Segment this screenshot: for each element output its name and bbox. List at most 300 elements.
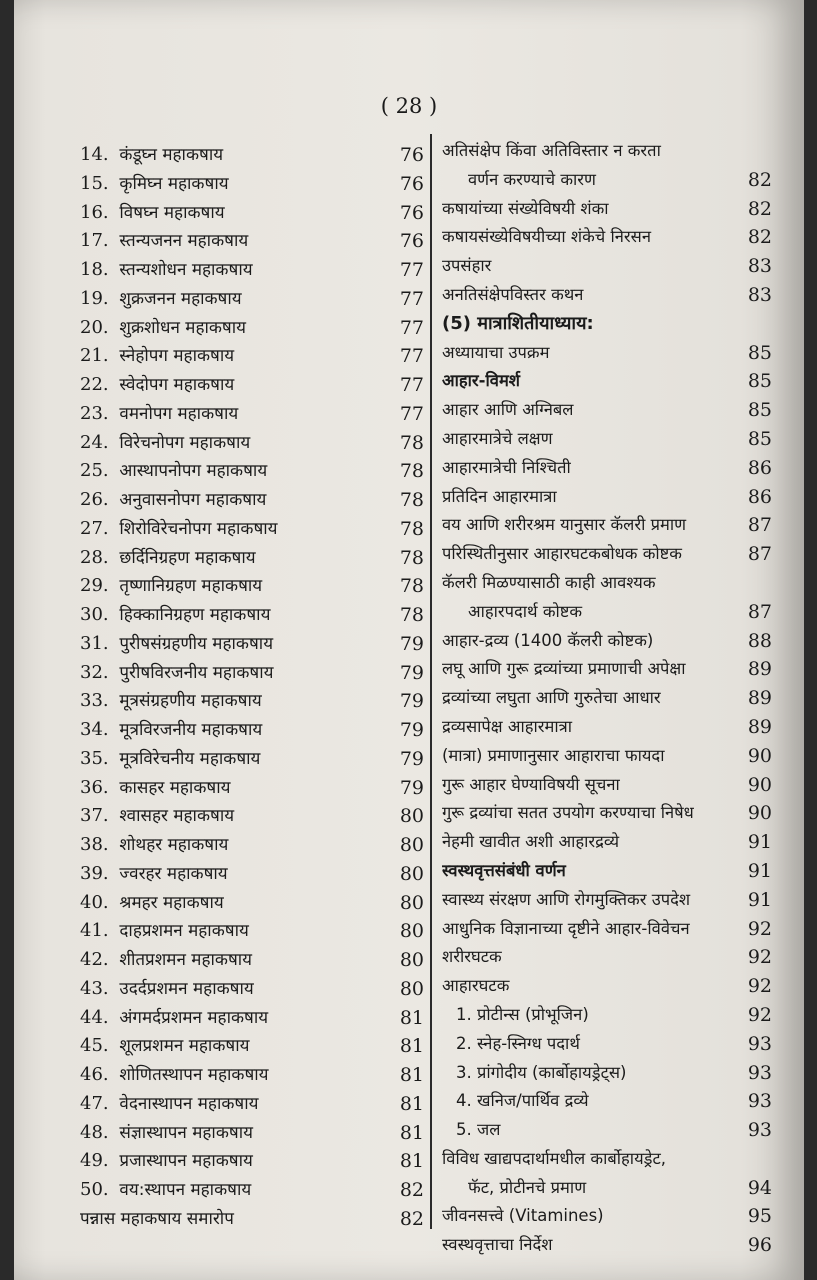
entry-number: 44. bbox=[80, 1006, 109, 1028]
entry-title: ज्वरहर महाकषाय bbox=[119, 863, 228, 884]
entry-title: हिक्कानिग्रहण महाकषाय bbox=[119, 605, 271, 625]
entry-page-number: 93 bbox=[747, 1032, 772, 1055]
entry-title: द्रव्यांच्या लघुता आणि गुरुतेचा आधार bbox=[442, 688, 661, 708]
toc-entry bbox=[442, 1231, 772, 1260]
entry-number: 42. bbox=[80, 949, 109, 970]
entry-title: मूत्रसंग्रहणीय महाकषाय bbox=[119, 691, 262, 712]
page-number: ( 28 ) bbox=[380, 94, 438, 118]
entry-page-number: 77 bbox=[399, 374, 424, 396]
entry-page-number: 86 bbox=[747, 485, 772, 508]
toc-entry bbox=[442, 1087, 772, 1116]
entry-title: शीतप्रशमन महाकषाय bbox=[119, 950, 253, 970]
toc-entry bbox=[442, 511, 772, 540]
entry-title: अनुवासनोपग महाकषाय bbox=[119, 490, 267, 510]
toc-entry-text bbox=[80, 199, 396, 228]
toc-entry-text bbox=[80, 486, 396, 515]
toc-entry bbox=[80, 716, 424, 745]
toc-entry bbox=[442, 972, 772, 1001]
toc-entry bbox=[442, 857, 772, 886]
entry-page-number: 76 bbox=[399, 230, 424, 253]
toc-entry bbox=[80, 141, 424, 170]
toc-entry-text bbox=[80, 630, 396, 659]
entry-title: तृष्णानिग्रहण महाकषाय bbox=[119, 576, 263, 597]
toc-entry-text bbox=[80, 457, 396, 486]
entry-number: 16. bbox=[80, 201, 109, 223]
toc-entry bbox=[442, 223, 772, 252]
toc-entry-text bbox=[80, 1090, 396, 1119]
entry-number: 34. bbox=[80, 719, 109, 740]
entry-title: वर्णन करण्याचे कारण bbox=[468, 169, 596, 189]
entry-number: 14. bbox=[80, 144, 109, 165]
toc-entry-text bbox=[80, 831, 396, 860]
entry-title: स्तन्यशोधन महाकषाय bbox=[119, 260, 253, 280]
entry-number: 29. bbox=[80, 575, 109, 597]
entry-page-number: 87 bbox=[747, 600, 772, 623]
entry-title: वेदनास्थापन महाकषाय bbox=[119, 1093, 259, 1114]
toc-entry bbox=[442, 252, 772, 281]
entry-title: (मात्रा) प्रमाणानुसार आहाराचा फायदा bbox=[442, 745, 665, 765]
entry-page-number: 89 bbox=[747, 715, 772, 738]
toc-entry bbox=[442, 684, 772, 713]
entry-title: स्तन्यजनन महाकषाय bbox=[119, 231, 249, 252]
entry-number: 24. bbox=[80, 431, 109, 453]
entry-page-number: 95 bbox=[747, 1205, 772, 1228]
toc-entry bbox=[442, 828, 772, 857]
entry-number: 49. bbox=[80, 1150, 109, 1172]
entry-title: अध्यायाचा उपक्रम bbox=[442, 342, 550, 362]
entry-page-number: 77 bbox=[399, 402, 424, 425]
entry-number: 37. bbox=[80, 805, 109, 827]
entry-page-number: 80 bbox=[399, 805, 424, 828]
toc-entry-text bbox=[80, 1176, 396, 1205]
entry-number: 18. bbox=[80, 259, 109, 280]
entry-title: गुरू आहार घेण्याविषयी सूचना bbox=[442, 774, 620, 794]
toc-entry bbox=[80, 1147, 424, 1176]
toc-entry-text bbox=[80, 1147, 396, 1176]
entry-title: स्वस्थवृत्तसंबंधी वर्णन bbox=[442, 860, 566, 880]
entry-page-number: 81 bbox=[399, 1121, 424, 1144]
toc-entry bbox=[80, 227, 424, 256]
entry-page-number: 91 bbox=[747, 831, 772, 854]
entry-number: 26. bbox=[80, 489, 109, 510]
toc-right-column bbox=[442, 137, 772, 1260]
toc-entry bbox=[80, 946, 424, 975]
toc-entry-text bbox=[80, 342, 396, 371]
entry-title: अंगमर्दप्रशमन महाकषाय bbox=[119, 1007, 269, 1028]
toc-entry-text bbox=[80, 975, 396, 1004]
toc-left-column bbox=[80, 141, 424, 1234]
entry-number: 20. bbox=[80, 316, 109, 338]
entry-title: उदर्दप्रशमन महाकषाय bbox=[119, 978, 254, 999]
entry-page-number: 78 bbox=[399, 489, 424, 511]
entry-page-number: 89 bbox=[747, 658, 772, 681]
toc-entry bbox=[80, 544, 424, 573]
entry-page-number: 91 bbox=[747, 888, 772, 911]
toc-entry bbox=[80, 1176, 424, 1205]
entry-page-number: 92 bbox=[747, 1003, 772, 1026]
toc-entry bbox=[442, 655, 772, 684]
toc-entry bbox=[80, 917, 424, 946]
entry-page-number: 78 bbox=[399, 431, 424, 454]
entry-title: शूलप्रशमन महाकषाय bbox=[119, 1036, 250, 1057]
entry-title: स्वस्थवृत्ताचा निर्देश bbox=[442, 1235, 553, 1255]
toc-entry-text bbox=[80, 802, 396, 831]
entry-page-number: 90 bbox=[747, 802, 772, 825]
toc-entry bbox=[442, 195, 772, 224]
toc-entry bbox=[442, 742, 772, 771]
entry-title: आहार-द्रव्य (1400 कॅलरी कोष्टक) bbox=[442, 630, 654, 650]
toc-entry bbox=[442, 1202, 772, 1231]
entry-page-number: 86 bbox=[747, 456, 772, 479]
entry-page-number: 78 bbox=[399, 575, 424, 598]
entry-title: 1. प्रोटीन्स (प्रोभूजिन) bbox=[456, 1004, 589, 1024]
entry-title: स्वास्थ्य संरक्षण आणि रोगमुक्तिकर उपदेश bbox=[442, 889, 691, 909]
toc-entry bbox=[80, 199, 424, 228]
entry-title: परिस्थितीनुसार आहारघटकबोधक कोष्टक bbox=[442, 544, 682, 564]
entry-page-number: 85 bbox=[747, 341, 772, 364]
entry-title: श्रमहर महाकषाय bbox=[119, 892, 224, 913]
toc-entry-text bbox=[80, 687, 396, 716]
entry-number: 31. bbox=[80, 632, 109, 654]
toc-entry bbox=[442, 1174, 772, 1203]
toc-entry bbox=[80, 1090, 424, 1119]
toc-entry bbox=[442, 1145, 772, 1174]
entry-title: लघू आणि गुरू द्रव्यांच्या प्रमाणाची अपेक्षा bbox=[442, 659, 686, 679]
entry-page-number: 85 bbox=[747, 370, 772, 393]
toc-entry bbox=[80, 1004, 424, 1033]
entry-number: 35. bbox=[80, 747, 109, 769]
entry-page-number: 96 bbox=[747, 1234, 772, 1257]
toc-entry bbox=[442, 137, 772, 166]
toc-entry bbox=[442, 396, 772, 425]
toc-entry-text bbox=[80, 601, 396, 630]
entry-title: स्वेदोपग महाकषाय bbox=[119, 375, 235, 395]
toc-entry bbox=[80, 515, 424, 544]
toc-entry bbox=[442, 943, 772, 972]
entry-title: आधुनिक विज्ञानाच्या दृष्टीने आहार-विवेचन bbox=[442, 918, 690, 938]
toc-entry bbox=[442, 713, 772, 742]
toc-entry bbox=[442, 598, 772, 627]
entry-title: विषघ्न महाकषाय bbox=[119, 202, 225, 223]
entry-page-number: 80 bbox=[399, 949, 424, 971]
entry-number: 17. bbox=[80, 230, 109, 252]
toc-entry bbox=[80, 429, 424, 458]
entry-page-number: 82 bbox=[399, 1179, 424, 1201]
toc-entry bbox=[80, 889, 424, 918]
toc-entry bbox=[80, 860, 424, 889]
entry-page-number: 88 bbox=[747, 629, 772, 652]
toc-entry-text bbox=[80, 400, 396, 429]
entry-number: 32. bbox=[80, 661, 109, 683]
entry-page-number: 80 bbox=[399, 862, 424, 885]
column-divider bbox=[430, 134, 432, 1229]
toc-entry bbox=[80, 285, 424, 314]
entry-title: वय:स्थापन महाकषाय bbox=[119, 1180, 252, 1200]
entry-number: 47. bbox=[80, 1092, 109, 1114]
toc-entry bbox=[442, 367, 772, 396]
entry-number: 33. bbox=[80, 690, 109, 712]
entry-title: कंडूघ्न महाकषाय bbox=[119, 145, 224, 165]
toc-entry bbox=[80, 659, 424, 688]
entry-number: 38. bbox=[80, 834, 109, 855]
toc-entry bbox=[80, 745, 424, 774]
entry-title: फॅट, प्रोटीनचे प्रमाण bbox=[468, 1177, 587, 1197]
entry-page-number: 79 bbox=[399, 690, 424, 713]
entry-title: 3. प्रांगोदीय (कार्बोहायड्रेट्स) bbox=[456, 1062, 627, 1082]
entry-page-number: 92 bbox=[747, 975, 772, 998]
entry-number: 21. bbox=[80, 345, 109, 367]
entry-page-number: 90 bbox=[747, 744, 772, 767]
toc-entry bbox=[80, 400, 424, 429]
entry-number: 50. bbox=[80, 1179, 109, 1200]
entry-page-number: 80 bbox=[399, 834, 424, 856]
entry-title: 4. खनिज/पार्थिव द्रव्ये bbox=[456, 1091, 589, 1111]
toc-entry bbox=[80, 256, 424, 285]
entry-page-number: 87 bbox=[747, 543, 772, 566]
entry-title: गुरू द्रव्यांचा सतत उपयोग करण्याचा निषेध bbox=[442, 803, 694, 823]
toc-entry bbox=[442, 915, 772, 944]
entry-number: 39. bbox=[80, 862, 109, 884]
toc-entry bbox=[442, 310, 772, 339]
toc-entry bbox=[80, 572, 424, 601]
toc-entry-text bbox=[80, 889, 396, 918]
toc-entry-text bbox=[80, 314, 396, 343]
toc-entry bbox=[80, 1205, 424, 1234]
toc-entry bbox=[80, 687, 424, 716]
entry-number: 45. bbox=[80, 1035, 109, 1057]
toc-entry bbox=[80, 1119, 424, 1148]
entry-number: 41. bbox=[80, 920, 109, 942]
toc-entry bbox=[80, 1061, 424, 1090]
entry-number: 30. bbox=[80, 604, 109, 625]
entry-page-number: 91 bbox=[747, 859, 772, 882]
entry-title: दाहप्रशमन महाकषाय bbox=[119, 921, 249, 942]
toc-entry-text bbox=[80, 1032, 396, 1061]
entry-title: शरीरघटक bbox=[442, 947, 502, 967]
toc-entry bbox=[442, 1116, 772, 1145]
toc-entry-text bbox=[80, 917, 396, 946]
entry-page-number: 93 bbox=[747, 1061, 772, 1084]
toc-entry-text bbox=[80, 1205, 396, 1234]
entry-title: शोणितस्थापन महाकषाय bbox=[119, 1065, 269, 1085]
entry-page-number: 78 bbox=[399, 604, 424, 626]
toc-entry bbox=[80, 170, 424, 199]
entry-page-number: 80 bbox=[399, 891, 424, 914]
entry-title: नेहमी खावीत अशी आहारद्रव्ये bbox=[442, 832, 620, 852]
entry-number: 15. bbox=[80, 172, 109, 194]
toc-entry-text bbox=[80, 745, 396, 774]
entry-title: कॅलरी मिळण्यासाठी काही आवश्यक bbox=[442, 572, 656, 592]
toc-entry bbox=[442, 483, 772, 512]
entry-title: उपसंहार bbox=[442, 256, 492, 276]
entry-page-number: 77 bbox=[399, 316, 424, 339]
entry-page-number: 82 bbox=[747, 226, 772, 249]
toc-entry-text bbox=[80, 371, 396, 400]
toc-entry bbox=[442, 454, 772, 483]
toc-entry bbox=[442, 771, 772, 800]
toc-entry-text bbox=[80, 716, 396, 745]
entry-page-number: 77 bbox=[399, 345, 424, 368]
entry-number: 23. bbox=[80, 402, 109, 424]
entry-title: आस्थापनोपग महाकषाय bbox=[119, 461, 268, 482]
entry-page-number: 82 bbox=[747, 197, 772, 220]
entry-title: श्वासहर महाकषाय bbox=[119, 806, 235, 827]
toc-entry bbox=[442, 886, 772, 915]
entry-title: जीवनसत्त्वे (Vitamines) bbox=[442, 1206, 604, 1226]
entry-page-number: 83 bbox=[747, 255, 772, 278]
entry-page-number: 79 bbox=[399, 776, 424, 799]
toc-entry-text bbox=[80, 141, 396, 170]
entry-page-number: 82 bbox=[747, 168, 772, 191]
toc-entry-text bbox=[80, 256, 396, 285]
toc-entry-text bbox=[80, 774, 396, 803]
entry-page-number: 83 bbox=[747, 283, 772, 306]
entry-title: कषायसंख्येविषयीच्या शंकेचे निरसन bbox=[442, 227, 651, 247]
toc-entry-text bbox=[80, 860, 396, 889]
entry-page-number: 80 bbox=[399, 977, 424, 1000]
entry-title: आहार-विमर्श bbox=[442, 371, 521, 391]
entry-title: द्रव्यसापेक्ष आहारमात्रा bbox=[442, 716, 573, 736]
entry-page-number: 85 bbox=[747, 427, 772, 450]
toc-entry bbox=[442, 281, 772, 310]
entry-page-number: 81 bbox=[399, 1150, 424, 1173]
entry-number: 43. bbox=[80, 977, 109, 999]
entry-page-number: 76 bbox=[399, 172, 424, 195]
toc-entry-text bbox=[80, 515, 396, 544]
entry-title: अतिसंक्षेप किंवा अतिविस्तार न करता bbox=[442, 141, 661, 160]
toc-entry-text bbox=[80, 170, 396, 199]
entry-number: 48. bbox=[80, 1121, 109, 1143]
toc-entry bbox=[80, 342, 424, 371]
entry-page-number: 93 bbox=[747, 1090, 772, 1113]
entry-title: विविध खाद्यपदार्थामधील कार्बोहायड्रेट, bbox=[442, 1148, 667, 1168]
entry-page-number: 76 bbox=[399, 144, 424, 166]
entry-page-number: 81 bbox=[399, 1035, 424, 1058]
entry-title: विरेचनोपग महाकषाय bbox=[119, 432, 251, 453]
toc-entry bbox=[442, 1059, 772, 1088]
entry-title: आहारमात्रेचे लक्षण bbox=[442, 428, 553, 448]
entry-page-number: 81 bbox=[399, 1092, 424, 1115]
toc-entry bbox=[80, 975, 424, 1004]
entry-title: वय आणि शरीरश्रम यानुसार कॅलरी प्रमाण bbox=[442, 515, 687, 535]
entry-title: मूत्रविरेचनीय महाकषाय bbox=[119, 748, 261, 769]
entry-title: आहार आणि अग्निबल bbox=[442, 400, 574, 420]
toc-entry bbox=[442, 166, 772, 195]
toc-entry bbox=[80, 601, 424, 630]
entry-page-number: 79 bbox=[399, 719, 424, 741]
entry-number: 36. bbox=[80, 776, 109, 798]
toc-entry bbox=[80, 1032, 424, 1061]
entry-page-number: 94 bbox=[747, 1176, 772, 1199]
entry-number: 27. bbox=[80, 517, 109, 539]
entry-page-number: 85 bbox=[747, 399, 772, 422]
entry-title: कृमिघ्न महाकषाय bbox=[119, 173, 229, 194]
toc-entry bbox=[80, 802, 424, 831]
entry-page-number: 77 bbox=[399, 287, 424, 310]
entry-title: आहारमात्रेची निश्चिती bbox=[442, 457, 571, 477]
entry-page-number: 93 bbox=[747, 1119, 772, 1142]
entry-title: शुक्रशोधन महाकषाय bbox=[119, 317, 247, 338]
entry-page-number: 81 bbox=[399, 1064, 424, 1086]
toc-entry bbox=[80, 774, 424, 803]
entry-page-number: 81 bbox=[399, 1006, 424, 1029]
entry-number: 22. bbox=[80, 374, 109, 395]
entry-page-number: 87 bbox=[747, 514, 772, 537]
entry-page-number: 79 bbox=[399, 747, 424, 770]
entry-title: छर्दिनिग्रहण महाकषाय bbox=[119, 547, 256, 568]
toc-entry bbox=[80, 371, 424, 400]
entry-title: स्नेहोपग महाकषाय bbox=[119, 346, 235, 367]
entry-title: संज्ञास्थापन महाकषाय bbox=[119, 1122, 253, 1143]
toc-entry bbox=[442, 1001, 772, 1030]
toc-entry bbox=[80, 486, 424, 515]
entry-page-number: 89 bbox=[747, 687, 772, 710]
toc-entry-text bbox=[80, 1004, 396, 1033]
entry-page-number: 76 bbox=[399, 201, 424, 224]
toc-entry bbox=[442, 799, 772, 828]
entry-page-number: 78 bbox=[399, 517, 424, 540]
entry-title: आहारघटक bbox=[442, 976, 510, 996]
entry-page-number: 92 bbox=[747, 917, 772, 940]
toc-entry bbox=[442, 339, 772, 368]
toc-entry-text bbox=[80, 1119, 396, 1148]
entry-title: कषायांच्या संख्येविषयी शंका bbox=[442, 198, 609, 218]
toc-entry-text bbox=[80, 544, 396, 573]
entry-number: 28. bbox=[80, 546, 109, 568]
toc-entry-text bbox=[80, 285, 396, 314]
toc-entry-text bbox=[80, 227, 396, 256]
entry-title: पुरीषसंग्रहणीय महाकषाय bbox=[119, 633, 274, 654]
entry-title: 2. स्नेह-स्निग्ध पदार्थ bbox=[456, 1033, 580, 1053]
entry-page-number: 90 bbox=[747, 773, 772, 796]
entry-title: पुरीषविरजनीय महाकषाय bbox=[119, 662, 274, 683]
entry-title: पन्नास महाकषाय समारोप bbox=[80, 1208, 234, 1229]
toc-entry-text bbox=[80, 659, 396, 688]
entry-title: प्रजास्थापन महाकषाय bbox=[119, 1151, 253, 1172]
entry-title: वमनोपग महाकषाय bbox=[119, 403, 239, 424]
toc-entry bbox=[442, 627, 772, 656]
toc-entry bbox=[80, 457, 424, 486]
entry-title: मूत्रविरजनीय महाकषाय bbox=[119, 720, 263, 740]
entry-page-number: 79 bbox=[399, 661, 424, 684]
toc-entry bbox=[80, 831, 424, 860]
entry-title: 5. जल bbox=[456, 1120, 501, 1140]
toc-entry-text bbox=[80, 1061, 396, 1090]
entry-page-number: 92 bbox=[747, 946, 772, 969]
toc-entry bbox=[442, 425, 772, 454]
entry-page-number: 79 bbox=[399, 632, 424, 655]
toc-entry bbox=[80, 314, 424, 343]
entry-title: आहारपदार्थ कोष्टक bbox=[468, 601, 583, 621]
entry-page-number: 78 bbox=[399, 460, 424, 483]
entry-page-number: 77 bbox=[399, 259, 424, 281]
toc-entry-text bbox=[80, 946, 396, 975]
toc-entry bbox=[442, 1030, 772, 1059]
entry-title: प्रतिदिन आहारमात्रा bbox=[442, 486, 557, 506]
toc-entry bbox=[442, 540, 772, 569]
entry-page-number: 80 bbox=[399, 920, 424, 943]
entry-number: 19. bbox=[80, 287, 109, 309]
entry-title: अनतिसंक्षेपविस्तर कथन bbox=[442, 284, 584, 304]
entry-page-number: 78 bbox=[399, 546, 424, 569]
toc-entry bbox=[80, 630, 424, 659]
entry-number: 40. bbox=[80, 891, 109, 913]
entry-title: शिरोविरेचनोपग महाकषाय bbox=[119, 518, 278, 539]
entry-title: (5) मात्राशितीयाध्याय: bbox=[442, 312, 594, 334]
entry-page-number: 82 bbox=[399, 1207, 424, 1230]
entry-number: 25. bbox=[80, 460, 109, 482]
entry-title: शुक्रजनन महाकषाय bbox=[119, 288, 242, 309]
